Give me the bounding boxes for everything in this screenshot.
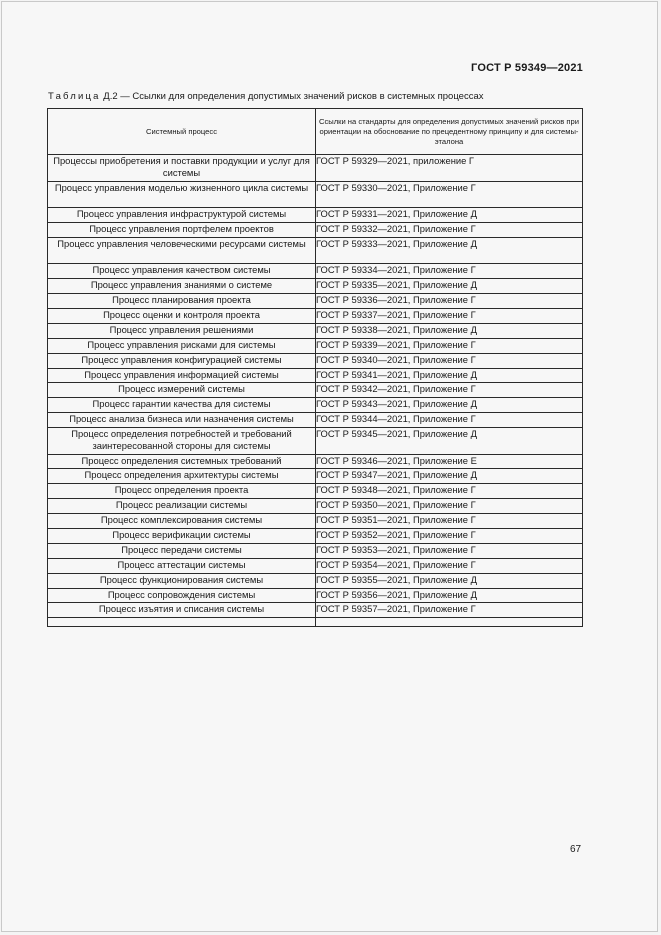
process-cell: Процесс управления информацией системы bbox=[48, 368, 316, 383]
process-cell: Процесс планирования проекта bbox=[48, 294, 316, 309]
end-cell-process bbox=[48, 618, 316, 627]
table-row bbox=[48, 338, 583, 353]
reference-cell: ГОСТ Р 59347—2021, Приложение Д bbox=[316, 469, 583, 484]
reference-cell: ГОСТ Р 59335—2021, Приложение Д bbox=[316, 279, 583, 294]
reference-cell: ГОСТ Р 59337—2021, Приложение Г bbox=[316, 308, 583, 323]
table-row bbox=[48, 294, 583, 309]
table-row bbox=[48, 279, 583, 294]
reference-cell: ГОСТ Р 59331—2021, Приложение Д bbox=[316, 208, 583, 223]
process-cell: Процесс управления знаниями о системе bbox=[48, 279, 316, 294]
process-cell: Процесс гарантии качества для системы bbox=[48, 398, 316, 413]
reference-cell: ГОСТ Р 59355—2021, Приложение Д bbox=[316, 573, 583, 588]
process-cell: Процесс управления человеческими ресурсами системы bbox=[48, 237, 316, 264]
document-code: ГОСТ Р 59349—2021 bbox=[471, 62, 583, 74]
table-caption bbox=[48, 91, 483, 102]
column-header-process: Системный процесс bbox=[48, 109, 316, 155]
process-cell: Процесс определения потребностей и требований заинтересованной стороны для системы bbox=[48, 428, 316, 455]
table-row bbox=[48, 514, 583, 529]
table-row bbox=[48, 529, 583, 544]
reference-cell: ГОСТ Р 59356—2021, Приложение Д bbox=[316, 588, 583, 603]
reference-cell: ГОСТ Р 59333—2021, Приложение Д bbox=[316, 237, 583, 264]
caption-number: Д.2 bbox=[103, 91, 118, 102]
caption-text: — Ссылки для определения допустимых значений рисков в системных процессах bbox=[117, 91, 484, 102]
process-cell: Процесс оценки и контроля проекта bbox=[48, 308, 316, 323]
table-body bbox=[48, 155, 583, 627]
reference-cell: ГОСТ Р 59336—2021, Приложение Г bbox=[316, 294, 583, 309]
table-row bbox=[48, 454, 583, 469]
reference-cell: ГОСТ Р 59344—2021, Приложение Г bbox=[316, 413, 583, 428]
table-row bbox=[48, 573, 583, 588]
process-cell: Процесс управления качеством системы bbox=[48, 264, 316, 279]
table-row bbox=[48, 155, 583, 182]
reference-cell: ГОСТ Р 59348—2021, Приложение Г bbox=[316, 484, 583, 499]
process-cell: Процесс определения системных требований bbox=[48, 454, 316, 469]
table-row bbox=[48, 181, 583, 208]
process-cell: Процесс аттестации системы bbox=[48, 558, 316, 573]
reference-cell: ГОСТ Р 59353—2021, Приложение Г bbox=[316, 543, 583, 558]
page-number: 67 bbox=[570, 844, 582, 855]
table-row bbox=[48, 222, 583, 237]
process-cell: Процессы приобретения и поставки продукции и услуг для системы bbox=[48, 155, 316, 182]
reference-cell: ГОСТ Р 59329—2021, приложение Г bbox=[316, 155, 583, 182]
reference-cell: ГОСТ Р 59352—2021, Приложение Г bbox=[316, 529, 583, 544]
process-cell: Процесс измерений системы bbox=[48, 383, 316, 398]
table-row bbox=[48, 264, 583, 279]
table-row bbox=[48, 469, 583, 484]
table-row bbox=[48, 353, 583, 368]
reference-cell: ГОСТ Р 59350—2021, Приложение Г bbox=[316, 499, 583, 514]
reference-table bbox=[47, 108, 583, 627]
process-cell: Процесс реализации системы bbox=[48, 499, 316, 514]
reference-cell: ГОСТ Р 59330—2021, Приложение Г bbox=[316, 181, 583, 208]
process-cell: Процесс определения проекта bbox=[48, 484, 316, 499]
process-cell: Процесс функционирования системы bbox=[48, 573, 316, 588]
table-row bbox=[48, 208, 583, 223]
table-row bbox=[48, 499, 583, 514]
table-row bbox=[48, 603, 583, 618]
process-cell: Процесс определения архитектуры системы bbox=[48, 469, 316, 484]
reference-cell: ГОСТ Р 59345—2021, Приложение Д bbox=[316, 428, 583, 455]
process-cell: Процесс комплексирования системы bbox=[48, 514, 316, 529]
reference-cell: ГОСТ Р 59338—2021, Приложение Д bbox=[316, 323, 583, 338]
reference-cell: ГОСТ Р 59346—2021, Приложение Е bbox=[316, 454, 583, 469]
end-cell-reference bbox=[316, 618, 583, 627]
process-cell: Процесс передачи системы bbox=[48, 543, 316, 558]
process-cell: Процесс сопровождения системы bbox=[48, 588, 316, 603]
table-row bbox=[48, 308, 583, 323]
table-row bbox=[48, 484, 583, 499]
reference-cell: ГОСТ Р 59334—2021, Приложение Г bbox=[316, 264, 583, 279]
process-cell: Процесс анализа бизнеса или назначения системы bbox=[48, 413, 316, 428]
table-row bbox=[48, 558, 583, 573]
reference-cell: ГОСТ Р 59340—2021, Приложение Г bbox=[316, 353, 583, 368]
table-row bbox=[48, 383, 583, 398]
process-cell: Процесс управления конфигурацией системы bbox=[48, 353, 316, 368]
process-cell: Процесс управления рисками для системы bbox=[48, 338, 316, 353]
process-cell: Процесс управления решениями bbox=[48, 323, 316, 338]
process-cell: Процесс управления портфелем проектов bbox=[48, 222, 316, 237]
process-cell: Процесс управления инфраструктурой системы bbox=[48, 208, 316, 223]
caption-label: Таблица bbox=[48, 91, 101, 102]
table-row bbox=[48, 428, 583, 455]
reference-cell: ГОСТ Р 59351—2021, Приложение Г bbox=[316, 514, 583, 529]
column-header-references: Ссылки на стандарты для определения допустимых значений рисков при ориентации на обоснование по прецедентному принципу и для системы-эталона bbox=[316, 109, 583, 155]
reference-cell: ГОСТ Р 59332—2021, Приложение Г bbox=[316, 222, 583, 237]
table-row bbox=[48, 413, 583, 428]
reference-cell: ГОСТ Р 59341—2021, Приложение Д bbox=[316, 368, 583, 383]
table-row bbox=[48, 398, 583, 413]
table-header-row bbox=[48, 109, 583, 155]
table-row bbox=[48, 237, 583, 264]
reference-cell: ГОСТ Р 59343—2021, Приложение Д bbox=[316, 398, 583, 413]
table-row bbox=[48, 588, 583, 603]
table-row bbox=[48, 543, 583, 558]
table-end-row bbox=[48, 618, 583, 627]
reference-cell: ГОСТ Р 59357—2021, Приложение Г bbox=[316, 603, 583, 618]
process-cell: Процесс верификации системы bbox=[48, 529, 316, 544]
table-row bbox=[48, 323, 583, 338]
reference-cell: ГОСТ Р 59354—2021, Приложение Г bbox=[316, 558, 583, 573]
process-cell: Процесс управления моделью жизненного цикла системы bbox=[48, 181, 316, 208]
table-row bbox=[48, 368, 583, 383]
process-cell: Процесс изъятия и списания системы bbox=[48, 603, 316, 618]
reference-cell: ГОСТ Р 59342—2021, Приложение Г bbox=[316, 383, 583, 398]
reference-cell: ГОСТ Р 59339—2021, Приложение Г bbox=[316, 338, 583, 353]
